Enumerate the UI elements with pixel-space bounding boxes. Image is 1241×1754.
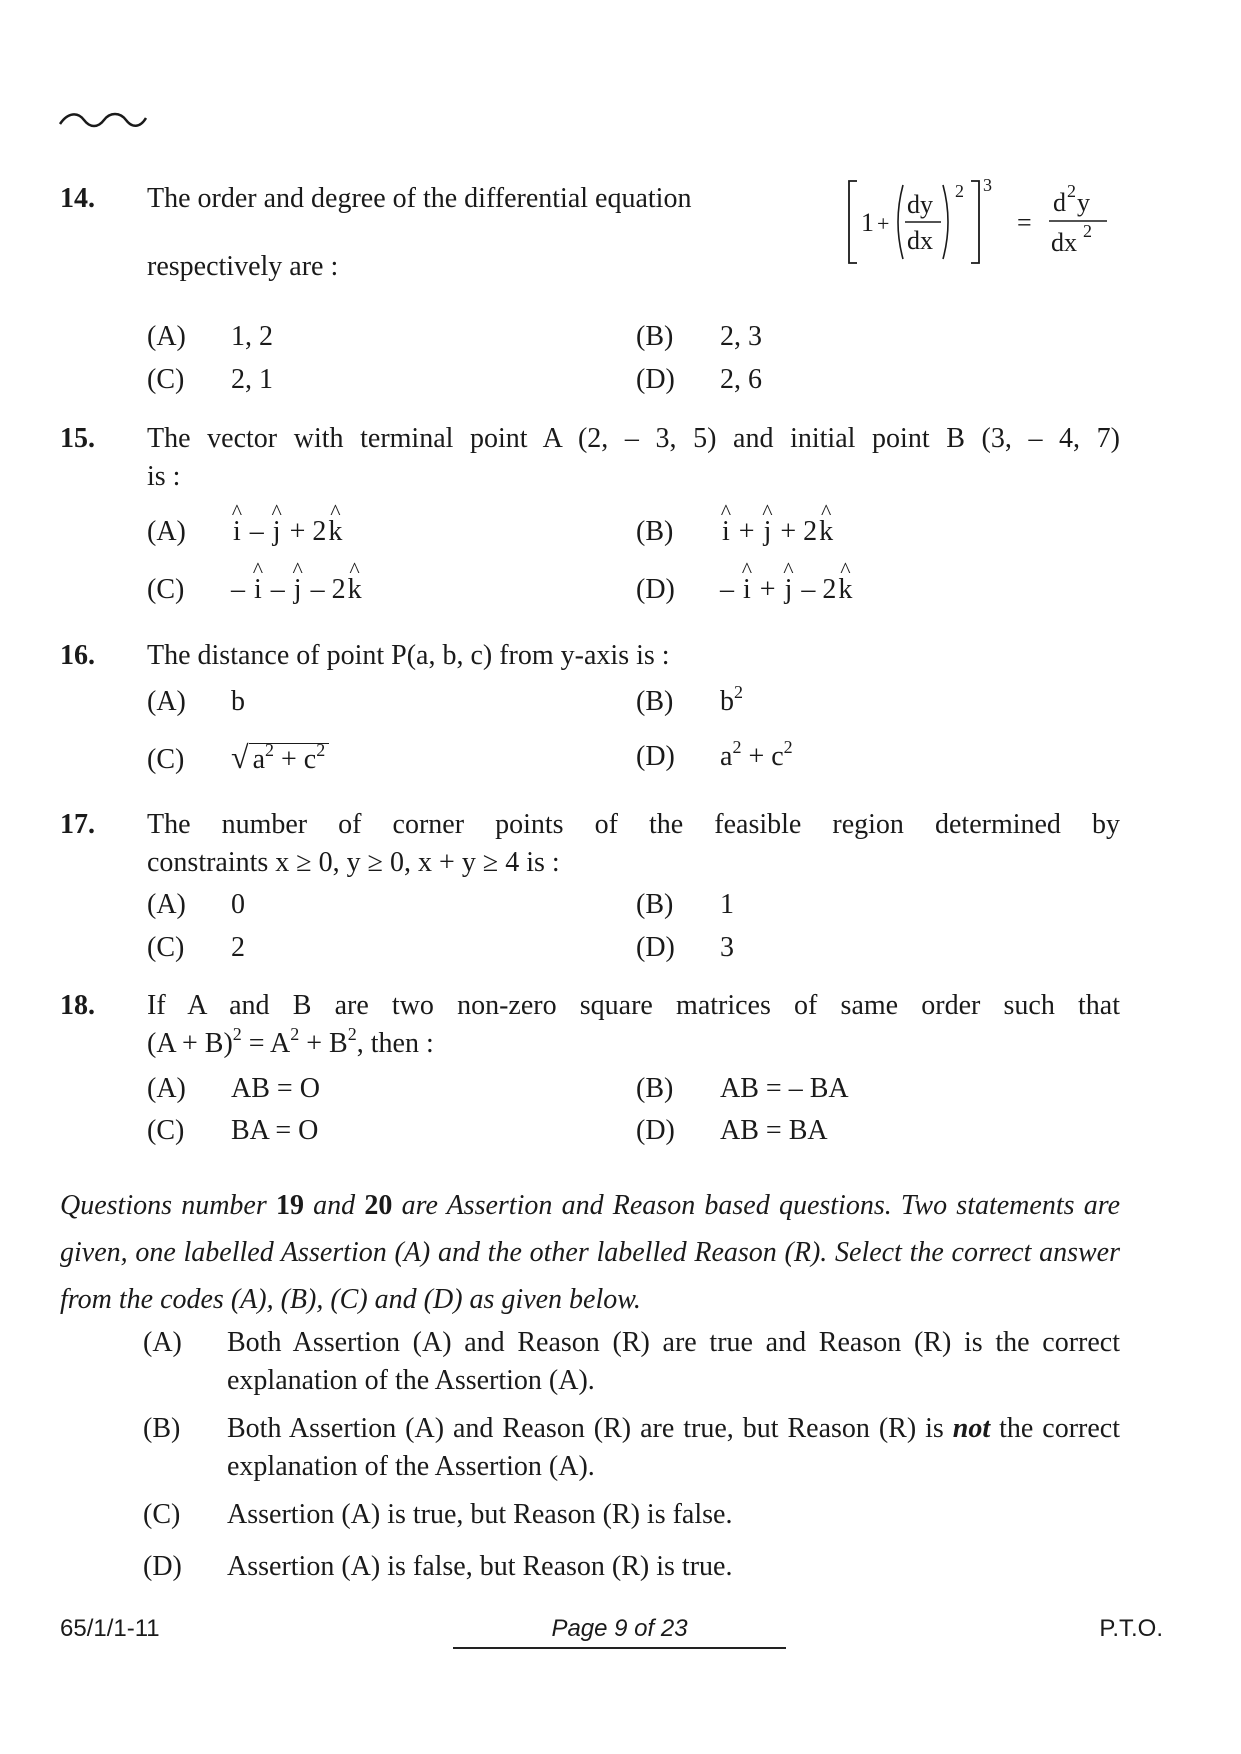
option-label: (B) — [636, 889, 674, 920]
q14-option-b[interactable] — [636, 318, 762, 356]
question-number: 16. — [60, 640, 95, 671]
question-16 — [60, 637, 1120, 677]
q18-option-d[interactable] — [636, 1112, 828, 1150]
option-value: ^ i – ^ j + 2^ k — [231, 516, 344, 547]
question-17 — [60, 806, 1120, 886]
option-label: (B) — [636, 516, 674, 547]
question-number: 14. — [60, 183, 95, 214]
q16-option-d[interactable] — [636, 738, 793, 778]
question-number: 18. — [60, 990, 95, 1021]
option-value: 2, 3 — [720, 321, 762, 352]
option-label: (C) — [147, 574, 185, 605]
option-value: – ^ i + ^ j – 2^ k — [720, 574, 854, 605]
option-label: (A) — [147, 686, 186, 717]
svg-text:y: y — [1077, 188, 1090, 217]
option-value: 1 — [720, 889, 734, 920]
svg-text:dx: dx — [1051, 228, 1077, 257]
question-number: 17. — [60, 809, 95, 840]
q17-option-d[interactable] — [636, 929, 734, 967]
option-label: (A) — [147, 516, 186, 547]
question-text-continued: is : — [147, 461, 181, 492]
option-label: (C) — [147, 932, 185, 963]
option-value: AB = O — [231, 1073, 320, 1104]
code-label: (D) — [143, 1551, 182, 1582]
svg-text:d: d — [1053, 188, 1066, 217]
option-label: (C) — [147, 364, 185, 395]
code-label: (A) — [143, 1327, 182, 1358]
option-value: √ $a^2 + c^2$ — [231, 744, 329, 775]
option-value: AB = – BA — [720, 1073, 849, 1104]
question-text-continued: constraints x ≥ 0, y ≥ 0, x + y ≥ 4 is : — [147, 847, 560, 878]
option-value: 2 — [231, 932, 245, 963]
question-number: 15. — [60, 423, 95, 454]
q15-option-a[interactable] — [147, 513, 344, 551]
svg-text:2: 2 — [1067, 181, 1076, 201]
code-text: Assertion (A) is true, but Reason (R) is false. — [227, 1499, 733, 1530]
svg-text:1: 1 — [861, 208, 874, 237]
option-label: (B) — [636, 321, 674, 352]
differential-equation — [845, 175, 1135, 275]
code-label: (B) — [143, 1413, 181, 1444]
q14-option-d[interactable] — [636, 361, 762, 399]
paper-code: 65/1/1-11 — [60, 1615, 160, 1642]
svg-text:=: = — [1017, 208, 1032, 237]
q15-option-c[interactable] — [147, 571, 364, 609]
q17-option-c[interactable] — [147, 929, 245, 967]
option-value: 2, 1 — [231, 364, 273, 395]
option-label: (A) — [147, 1073, 186, 1104]
option-value: BA = O — [231, 1115, 319, 1146]
option-value: AB = BA — [720, 1115, 828, 1146]
question-15 — [60, 420, 1120, 500]
option-label: (B) — [636, 686, 674, 717]
question-text: The distance of point P(a, b, c) from y-axis is : — [147, 640, 670, 671]
option-label: (B) — [636, 1073, 674, 1104]
svg-text:3: 3 — [983, 175, 992, 195]
pto-label: P.T.O. — [1099, 1615, 1163, 1642]
svg-text:dy: dy — [907, 190, 933, 219]
question-text: The number of corner points of the feasible region determined by — [147, 809, 1120, 840]
question-text: The vector with terminal point A (2, – 3, 5) and initial point B (3, – 4, 7) — [147, 423, 1120, 454]
assertion-reason-instructions: Questions number 19 and 20 are Assertion and Reason based questions. Two statements are given, one labelled Assertion (A) and the other labelled Reason (R). Select the correct answer from the codes (A), (B), (C) and (D) as given below. — [60, 1190, 1121, 1315]
svg-text:2: 2 — [1083, 221, 1092, 241]
option-label: (C) — [147, 1115, 185, 1146]
option-value: ^ i + ^ j + 2^ k — [720, 516, 835, 547]
q17-option-a[interactable] — [147, 886, 245, 924]
code-text: Assertion (A) is false, but Reason (R) is true. — [227, 1551, 733, 1582]
option-label: (D) — [636, 741, 675, 772]
q14-option-c[interactable] — [147, 361, 273, 399]
q18-option-c[interactable] — [147, 1112, 318, 1150]
svg-text:2: 2 — [955, 181, 964, 201]
option-label: (C) — [147, 744, 185, 775]
option-value: $a^2 + c^2$ — [720, 737, 793, 772]
q15-option-b[interactable] — [636, 513, 835, 551]
option-value: – ^ i – ^ j – 2^ k — [231, 574, 364, 605]
option-value: 1, 2 — [231, 321, 273, 352]
option-value: 3 — [720, 932, 734, 963]
option-label: (D) — [636, 1115, 675, 1146]
ar-code-d — [143, 1548, 1120, 1588]
ar-code-b — [143, 1410, 1120, 1490]
question-18 — [60, 987, 1120, 1067]
q16-option-c[interactable] — [147, 738, 329, 781]
question-text-continued: $(A + B)^2 = A^2 + B^2$, then : — [147, 1024, 434, 1059]
svg-text:+: + — [877, 211, 890, 236]
question-text: If A and B are two non-zero square matrices of same order such that — [147, 990, 1120, 1021]
option-label: (D) — [636, 364, 675, 395]
option-value: 0 — [231, 889, 245, 920]
option-value: 2, 6 — [720, 364, 762, 395]
code-text: Both Assertion (A) and Reason (R) are true and Reason (R) is the correct explanation of the Assertion (A). — [227, 1327, 1120, 1396]
option-label: (A) — [147, 321, 186, 352]
question-text-continued: respectively are : — [147, 251, 339, 282]
option-value: b — [231, 686, 245, 717]
q14-option-a[interactable] — [147, 318, 273, 356]
ar-code-a — [143, 1324, 1120, 1404]
question-text: The order and degree of the differential equation — [147, 183, 692, 214]
option-label: (A) — [147, 889, 186, 920]
option-label: (D) — [636, 574, 675, 605]
q15-option-d[interactable] — [636, 571, 854, 609]
option-label: (D) — [636, 932, 675, 963]
q16-option-a[interactable] — [147, 683, 245, 721]
code-text: Both Assertion (A) and Reason (R) are true, but Reason (R) is not the correct explanation of the Assertion (A). — [227, 1413, 1121, 1482]
option-value: $b^2$ — [720, 682, 743, 717]
page-number: Page 9 of 23 — [453, 1615, 786, 1649]
ar-code-c — [143, 1496, 1120, 1536]
q16-option-b[interactable] — [636, 683, 743, 723]
q17-option-b[interactable] — [636, 886, 734, 924]
code-label: (C) — [143, 1499, 181, 1530]
svg-text:dx: dx — [907, 226, 933, 255]
q18-option-a[interactable] — [147, 1070, 320, 1108]
q18-option-b[interactable] — [636, 1070, 849, 1108]
wave-icon — [58, 110, 148, 130]
